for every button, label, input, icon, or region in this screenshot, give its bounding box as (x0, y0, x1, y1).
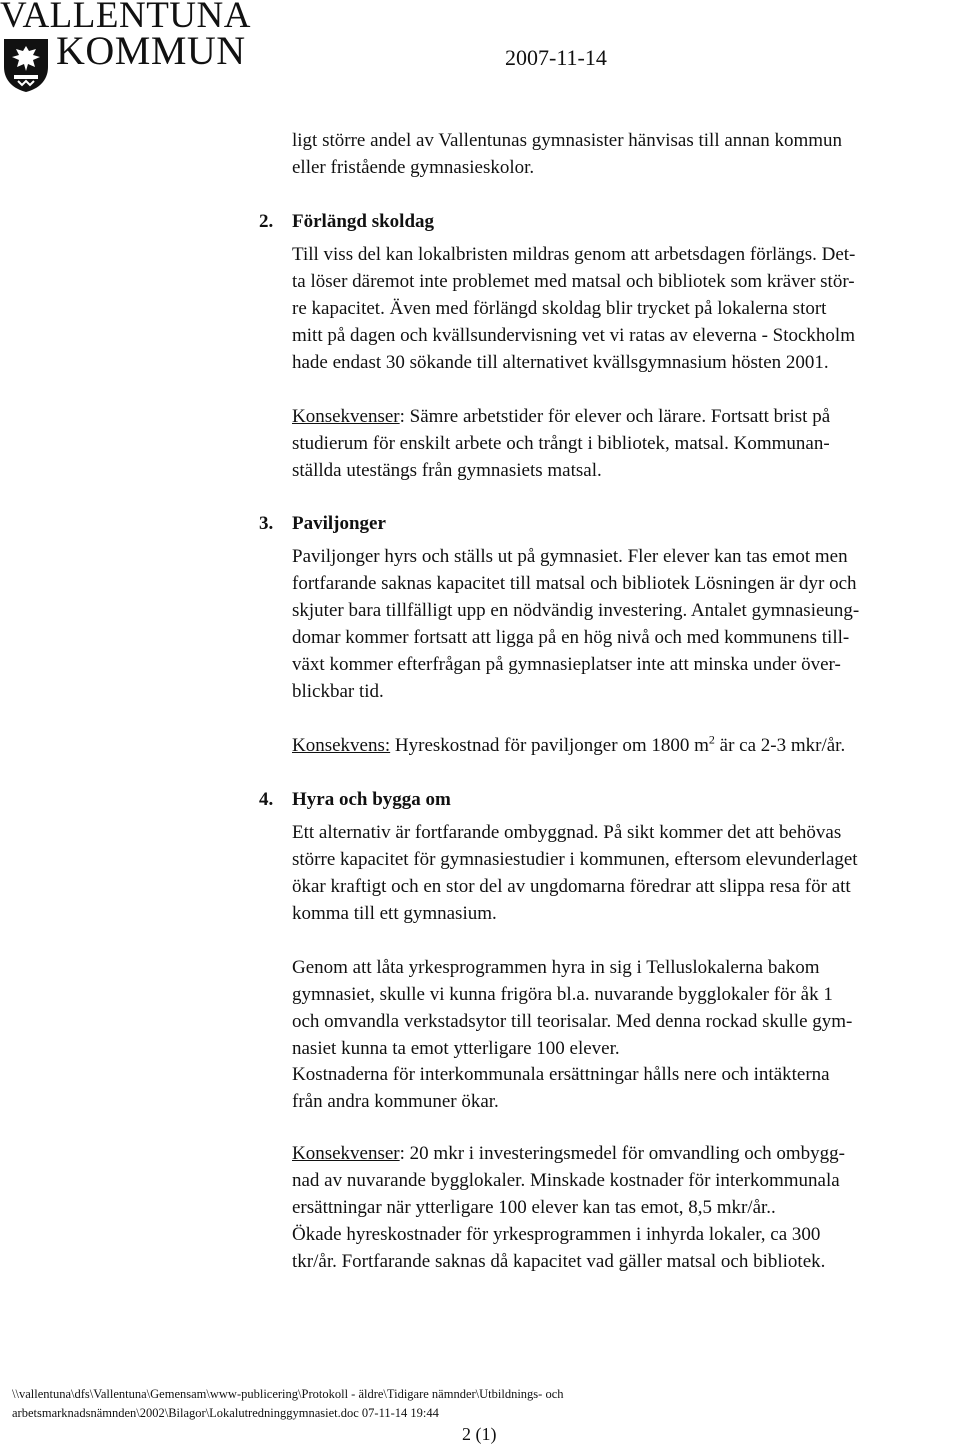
footer-file-path: \\vallentuna\dfs\Vallentuna\Gemensam\www-publicering\Protokoll - äldre\Tidigare nämnder\Utbildnings- och (12, 1387, 564, 1401)
body-line: re kapacitet. Även med förlängd skoldag blir trycket på lokalerna stort (292, 298, 827, 319)
body-line: fortfarande saknas kapacitet till matsal och bibliotek Lösningen är dyr och (292, 573, 857, 594)
consequence-label: Konsekvenser (292, 406, 400, 427)
consequence-label: Konsekvens: (292, 735, 391, 756)
page-number: 2 (1) (462, 1424, 497, 1444)
body-line: Genom att låta yrkesprogrammen hyra in sig i Telluslokalerna bakom (292, 957, 820, 978)
superscript: 2 (708, 732, 715, 747)
section-number: 2. (259, 211, 274, 232)
document-date: 2007-11-14 (505, 45, 607, 70)
section-title: Paviljonger (292, 513, 386, 534)
body-line: komma till ett gymnasium. (292, 903, 497, 924)
consequence-text: Hyreskostnad för paviljonger om 1800 m (390, 735, 709, 756)
body-line: från andra kommuner ökar. (292, 1091, 499, 1112)
body-line: Till viss del kan lokalbristen mildras genom att arbetsdagen förlängs. Det- (292, 244, 856, 265)
coat-of-arms-icon (2, 37, 50, 93)
body-line: ersättningar när ytterligare 100 elever kan tas emot, 8,5 mkr/år.. (292, 1197, 776, 1218)
body-line: eller fristående gymnasieskolor. (292, 157, 535, 178)
consequence-text: : 20 mkr i investeringsmedel för omvandling och ombygg- (399, 1143, 846, 1164)
body-line: Kostnaderna för interkommunala ersättningar hålls nere och intäkterna (292, 1064, 830, 1085)
footer-file-path: arbetsmarknadsnämnden\2002\Bilagor\Lokalutredninggymnasiet.doc 07-11-14 19:44 (12, 1406, 439, 1420)
body-line: blickbar tid. (292, 681, 384, 702)
section-title: Hyra och bygga om (292, 789, 451, 810)
body-line: nad av nuvarande bygglokaler. Minskade kostnader för interkommunala (292, 1170, 840, 1191)
body-line: Paviljonger hyrs och ställs ut på gymnasiet. Fler elever kan tas emot men (292, 546, 848, 567)
consequence-line (292, 1141, 960, 1168)
consequence-line (292, 404, 960, 431)
body-line: nasiet kunna ta emot ytterligare 100 elever. (292, 1038, 620, 1059)
consequence-label: Konsekvenser (292, 1143, 400, 1164)
body-line: hade endast 30 sökande till alternativet kvällsgymnasium hösten 2001. (292, 352, 829, 373)
body-line: Ökade hyreskostnader för yrkesprogrammen i inhyrda lokaler, ca 300 (292, 1224, 821, 1245)
consequence-text: är ca 2-3 mkr/år. (714, 735, 846, 756)
body-line: tkr/år. Fortfarande saknas då kapacitet vad gäller matsal och bibliotek. (292, 1251, 826, 1272)
body-line: skjuter bara tillfälligt upp en nödvändig investering. Antalet gymnasieung- (292, 600, 860, 621)
consequence-text: : Sämre arbetstider för elever och lärare. Fortsatt brist på (399, 406, 831, 427)
body-line: mitt på dagen och kvällsundervisning vet vi ratas av eleverna - Stockholm (292, 325, 855, 346)
body-line: ställda utestängs från gymnasiets matsal. (292, 460, 602, 481)
body-line: växt kommer efterfrågan på gymnasieplatser inte att minska under över- (292, 654, 841, 675)
section-number: 4. (259, 789, 274, 810)
body-line: större kapacitet för gymnasiestudier i kommunen, eftersom elevunderlaget (292, 849, 858, 870)
body-line: ligt större andel av Vallentunas gymnasister hänvisas till annan kommun (292, 130, 843, 151)
body-line: Ett alternativ är fortfarande ombyggnad. På sikt kommer det att behövas (292, 822, 842, 843)
body-line: studierum för enskilt arbete och trångt i bibliotek, matsal. Kommunan- (292, 433, 830, 454)
body-line: och omvandla verkstadsytor till teorisalar. Med denna rockad skulle gym- (292, 1011, 853, 1032)
body-line: ökar kraftigt och en stor del av ungdomarna föredrar att slippa resa för att (292, 876, 851, 897)
section-title: Förlängd skoldag (292, 211, 435, 232)
logo-text-vallentuna: VALLENTUNA (0, 0, 251, 36)
body-line: ta löser däremot inte problemet med matsal och bibliotek som kräver stör- (292, 271, 855, 292)
body-line: gymnasiet, skulle vi kunna frigöra bl.a. nuvarande bygglokaler för åk 1 (292, 984, 833, 1005)
body-line: domar kommer fortsatt att ligga på en hög nivå och med kommunens till- (292, 627, 850, 648)
logo-text-kommun: KOMMUN (56, 28, 246, 73)
consequence-line (292, 733, 960, 760)
section-number: 3. (259, 513, 274, 534)
